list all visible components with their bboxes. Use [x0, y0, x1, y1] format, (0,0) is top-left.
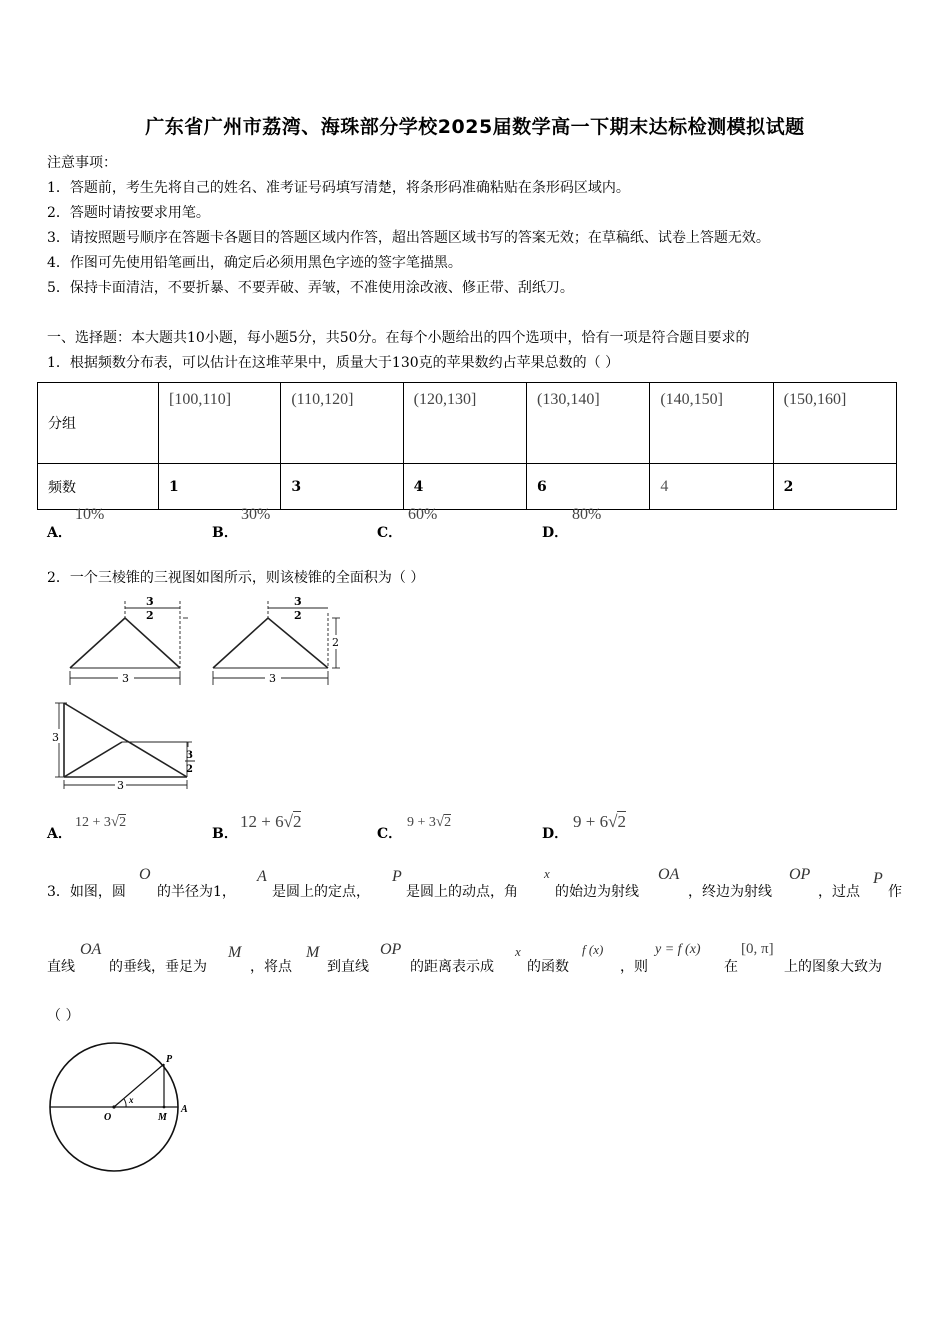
frequency-table: [37, 382, 897, 510]
q3-text: 上的图象大致为: [784, 959, 882, 975]
top-view-figure: [50, 697, 200, 792]
table-cell: 6: [526, 464, 649, 510]
notes-heading: 注意事项：: [47, 155, 117, 171]
fig-label-p: P: [166, 1054, 173, 1065]
circle-figure: [40, 1040, 200, 1180]
q3-math: O: [139, 866, 151, 883]
q3-text: 直线: [47, 959, 75, 975]
q3-text: ，将点: [250, 959, 292, 975]
table-cell: 1: [159, 464, 281, 510]
option-d-value: 9 + 6√2: [573, 812, 626, 831]
fig-label-o: O: [104, 1112, 112, 1123]
q3-text: 的垂线，垂足为: [109, 959, 207, 975]
page-title: 广东省广州市荔湾、海珠部分学校2025届数学高一下期末达标检测模拟试题: [145, 116, 805, 138]
fig-label-m: M: [158, 1112, 167, 1123]
option-c-value: 60%: [408, 506, 438, 523]
fig-height-label: 2: [332, 636, 339, 649]
q3-math: OA: [80, 941, 102, 958]
q3-answer-blank: （ ）: [47, 1008, 80, 1024]
q3-math: x: [544, 866, 550, 881]
option-b-value: 12 + 6√2: [240, 812, 302, 831]
table-cell: (150,160]: [773, 383, 896, 464]
note-item: 1．答题前，考生先将自己的姓名、准考证号码填写清楚，将条形码准确粘贴在条形码区域内。: [47, 180, 630, 196]
option-c-label: C．: [377, 826, 403, 842]
q3-text: 的半径为1，: [157, 884, 236, 900]
q3-math: OP: [789, 866, 811, 883]
q3-math: x: [515, 944, 521, 959]
fig-base-label: 3: [122, 672, 129, 685]
option-b-label: B．: [212, 525, 238, 541]
note-item: 2．答题时请按要求用笔。: [47, 205, 210, 221]
table-row: [38, 464, 897, 510]
q3-math: P: [392, 868, 402, 885]
table-cell: (130,140]: [526, 383, 649, 464]
fig-half-den: 2: [186, 764, 193, 775]
q3-text: 到直线: [327, 959, 369, 975]
q3-text: 是圆上的动点，角: [406, 884, 518, 900]
fig-half-num: 3: [146, 595, 154, 608]
table-cell: (110,120]: [281, 383, 403, 464]
option-c-value: 9 + 3√2: [407, 814, 452, 830]
fig-side-label: 3: [52, 731, 59, 744]
fig-half-den: 2: [146, 609, 154, 622]
option-a-label: A．: [47, 826, 72, 842]
q3-math: OP: [380, 941, 402, 958]
fig-base-label: 3: [269, 672, 276, 685]
fig-half-num: 3: [186, 750, 193, 761]
q3-math: [0, π]: [741, 941, 774, 957]
q3-math: M: [306, 944, 320, 961]
q1-stem: 1．根据频数分布表，可以估计在这堆苹果中，质量大于130克的苹果数约占苹果总数的（ ）: [47, 355, 620, 371]
option-d-value: 80%: [572, 506, 602, 523]
section-heading: 一、选择题：本大题共10小题，每小题5分，共50分。在每个小题给出的四个选项中，恰有一项是符合题目要求的: [47, 330, 750, 346]
q3-text: 在: [724, 959, 738, 975]
q3-math: f (x): [582, 942, 604, 957]
option-a-label: A．: [47, 525, 72, 541]
option-b-value: 30%: [241, 506, 271, 523]
fig-label-a: A: [181, 1104, 188, 1115]
q3-text: ，过点: [818, 884, 860, 900]
q2-stem: 2．一个三棱锥的三视图如图所示，则该棱锥的全面积为（ ）: [47, 570, 425, 586]
option-a-value: 10%: [75, 506, 105, 523]
table-cell: 3: [281, 464, 403, 510]
note-item: 4．作图可先使用铅笔画出，确定后必须用黑色字迹的签字笔描黑。: [47, 255, 462, 271]
table-cell: 4: [403, 464, 526, 510]
q3-text: ，终边为射线: [688, 884, 772, 900]
fig-base-label: 3: [117, 779, 124, 792]
table-cell: 4: [650, 464, 773, 510]
table-cell: 分组: [38, 383, 159, 464]
note-item: 3．请按照题号顺序在答题卡各题目的答题区域内作答，超出答题区域书写的答案无效；在草稿纸、试卷上答题无效。: [47, 230, 770, 246]
fig-half-den: 2: [294, 609, 302, 622]
q3-text: 作: [888, 884, 902, 900]
q3-math: A: [257, 868, 267, 885]
option-c-label: C．: [377, 525, 403, 541]
option-a-value: 12 + 3√2: [75, 814, 127, 830]
option-d-label: D．: [542, 826, 569, 842]
q3-text: 的距离表示成: [410, 959, 494, 975]
option-b-label: B．: [212, 826, 238, 842]
front-view-figure: [60, 593, 195, 688]
table-cell: 频数: [38, 464, 159, 510]
q3-math: OA: [658, 866, 680, 883]
q3-math: P: [873, 870, 883, 887]
table-cell: (140,150]: [650, 383, 773, 464]
q3-text: 是圆上的定点，: [272, 884, 370, 900]
option-d-label: D．: [542, 525, 569, 541]
q3-math: M: [228, 944, 242, 961]
q3-text: 的函数: [527, 959, 569, 975]
table-row: [38, 383, 897, 464]
note-item: 5．保持卡面清洁，不要折暴、不要弄破、弄皱，不准使用涂改液、修正带、刮纸刀。: [47, 280, 574, 296]
q3-text: 3．如图，圆: [47, 884, 126, 900]
q3-text: 的始边为射线: [555, 884, 639, 900]
table-cell: (120,130]: [403, 383, 526, 464]
side-view-figure: [205, 593, 345, 688]
table-cell: 2: [773, 464, 896, 510]
fig-half-num: 3: [294, 595, 302, 608]
q3-math: y = f (x): [655, 942, 701, 957]
q3-text: ，则: [620, 959, 648, 975]
table-cell: [100,110]: [159, 383, 281, 464]
fig-label-x: x: [129, 1095, 134, 1105]
